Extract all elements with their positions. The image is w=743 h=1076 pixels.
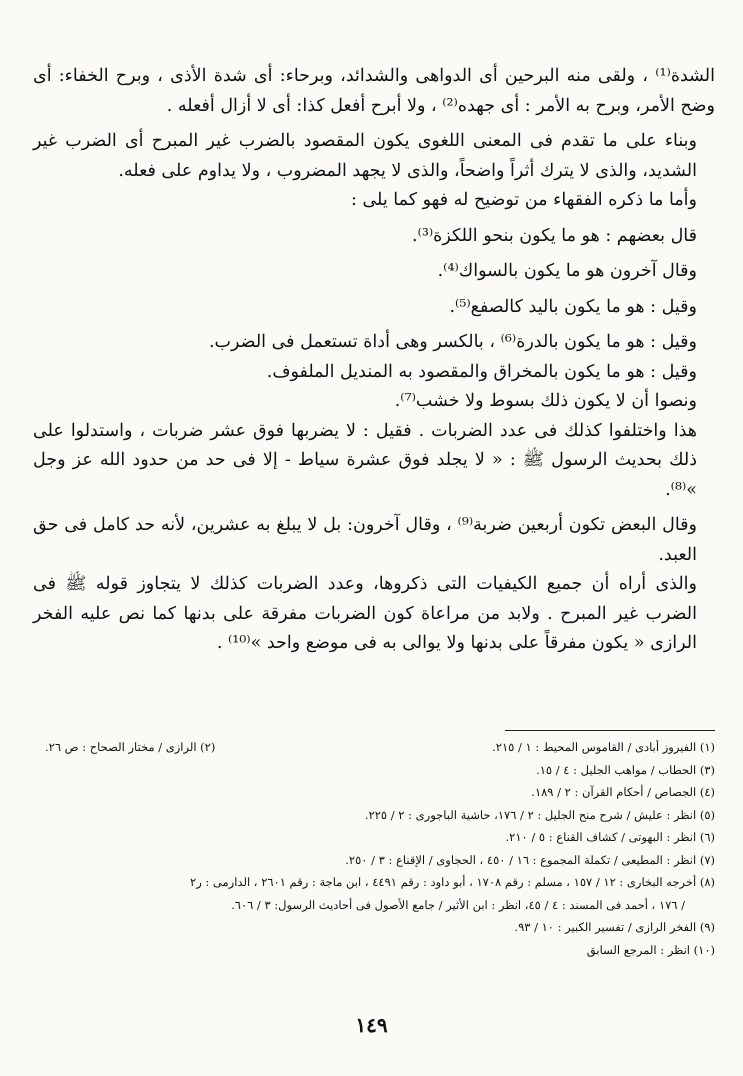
footnote-7: (٧) انظر : المطيعى / تكملة المجموع : ١٦ / ٤٥٠ ، الحجاوى / الإقناع : ٣ / ٢٥٠. [345,852,715,867]
footnote-10: (١٠) انظر : المرجع السابق [586,942,715,957]
footnote-8-continued: / ١٧٦ ، أحمد فى المسند : ٤ / ٤٥، انظر : ابن الأثير / جامع الأصول فى أحاديث الرسول: ٣ / ٦٠٦. [231,897,685,912]
footnote-4: (٤) الجصاص / أحكام القرآن : ٢ / ١٨٩. [531,785,715,799]
footnote-row-1 [25,736,715,759]
footnote-5: (٥) انظر : عليش / شرح منح الجليل : ٢ / ١٧٦، حاشية الباجورى : ٢ / ٢٢٥. [364,807,715,822]
paragraph-12: والذى أراه أن جميع الكيفيات التى ذكروها، وعدد الضربات كذلك لا يتجاوز قوله ﷺ فى الضرب غير المبرح . ولابد من مراعاة كون الضربات مفرقة على بدنها كما نص عليه الفخر الرازى « يكون مفرقاً على بدنها ولا يوالى به فى موضع واحد »⁽¹⁰⁾ . [33,574,697,653]
paragraph-11: وقال البعض تكون أربعين ضربة⁽⁹⁾ ، وقال آخرون: بل لا يبلغ به عشرين، لأنه حد كامل فى حق العبد. [33,515,697,565]
footnote-divider [505,730,715,731]
paragraph-7: وقيل : هو ما يكون بالدرة⁽⁶⁾ ، بالكسر وهى أداة تستعمل فى الضرب. [208,332,697,352]
page-number: ١٤٩ [355,1013,388,1037]
footnotes [25,736,715,961]
paragraph-6: وقيل : هو ما يكون باليد كالصفع⁽⁵⁾. [449,296,697,317]
paragraph-4: قال بعضهم : هو ما يكون بنحو اللكزة⁽³⁾. [411,225,697,246]
paragraph-1: الشدة⁽¹⁾ ، ولقى منه البرحين أى الدواهى والشدائد، وبرحاء: أى شدة الأذى ، وبرح الخفاء: أى وضح الأمر، وبرح به الأمر : أى جهده⁽²⁾ ، ولا أبرح أفعل كذا: أى لا أزال أفعله . [33,66,715,116]
footnote-9: (٩) الفخر الرازى / تفسير الكبير : ١٠ / ٩٣. [514,920,715,934]
paragraph-8: وقيل : هو ما يكون بالمخراق والمقصود به المنديل الملفوف. [266,361,697,382]
main-text [33,62,715,659]
footnote-2: (٢) الرازى / مختار الصحاح : ص ٢٦. [45,740,216,754]
paragraph-5: وقال آخرون هو ما يكون بالسواك⁽⁴⁾. [437,261,697,281]
paragraph-3: وأما ما ذكره الفقهاء من توضيح له فهو كما يلى : [351,190,697,210]
footnote-8: (٨) أخرجه البخارى : ١٢ / ١٥٧ ، مسلم : رقم ١٧٠٨ ، أبو داود : رقم ٤٤٩١ ، ابن ماجة : رقم ٢٦٠١ ، الدارمى : ر٢ [190,875,715,889]
paragraph-2: وبناء على ما تقدم فى المعنى اللغوى يكون المقصود بالضرب غير المبرح أى الضرب غير الشديد، والذى لا يترك أثراً واضحاً، والذى لا يجهد المضروب ، ولا يداوم على فعله. [33,131,697,181]
footnote-6: (٦) انظر : البهوتى / كشاف القناع : ٥ / ٢١٠. [505,830,715,844]
footnote-3: (٣) الحطاب / مواهب الجليل : ٤ / ١٥. [536,762,715,777]
footnote-1: (١) الفيروز أبادى / القاموس المحيط : ١ / ٢١٥. [492,740,715,754]
paragraph-9: ونصوا أن لا يكون ذلك بسوط ولا خشب⁽⁷⁾. [394,391,697,411]
paragraph-10: هذا واختلفوا كذلك فى عدد الضربات . فقيل : لا يضربها فوق عشر ضربات ، واستدلوا على ذلك بحديث الرسول ﷺ : « لا يجلد فوق عشرة سياط - إلا فى حد من حدود الله عز وجل »⁽⁸⁾. [33,420,697,500]
